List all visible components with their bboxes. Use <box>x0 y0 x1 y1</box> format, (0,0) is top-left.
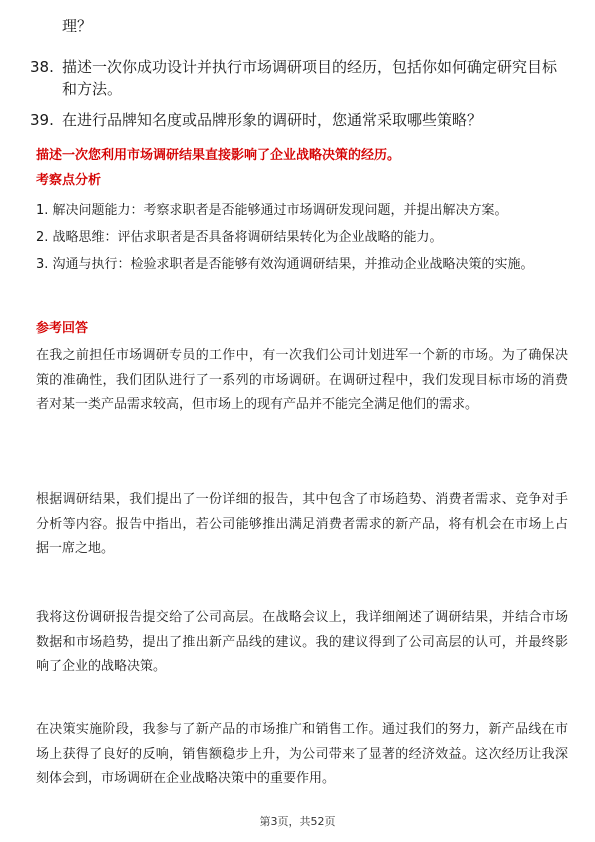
answer-heading: 参考回答 <box>36 321 89 336</box>
answer-paragraph: 根据调研结果，我们提出了一份详细的报告，其中包含了市场趋势、消费者需求、竞争对手分析等内容。报告中指出，若公司能够推出满足消费者需求的新产品，将有机会在市场上占据一席之地。 <box>36 492 568 556</box>
previous-question-continuation: 理？ <box>62 17 93 35</box>
question-text: 描述一次你成功设计并执行市场调研项目的经历，包括你如何确定研究目标和方法。 <box>62 58 558 98</box>
analysis-point: 2. 战略思维：评估求职者是否具备将调研结果转化为企业战略的能力。 <box>36 230 443 245</box>
page-footer: 第3页，共52页 <box>259 815 336 828</box>
question-number: 39. <box>30 111 54 129</box>
question-39 <box>30 109 570 131</box>
answer-paragraph: 在我之前担任市场调研专员的工作中，有一次我们公司计划进军一个新的市场。为了确保决策的准确性，我们团队进行了一系列的市场调研。在调研过程中，我们发现目标市场的消费者对某一类产品需求较高，但市场上的现有产品并不能完全满足他们的需求。 <box>36 348 568 412</box>
analysis-heading: 考察点分析 <box>36 173 102 188</box>
analysis-points <box>36 199 568 277</box>
question-number: 38. <box>30 58 54 76</box>
answer-paragraph: 在决策实施阶段，我参与了新产品的市场推广和销售工作。通过我们的努力，新产品线在市场上获得了良好的反响，销售额稳步上升，为公司带来了显著的经济效益。这次经历让我深刻体会到，市场调研在企业战略决策中的重要作用。 <box>36 722 568 786</box>
analysis-point: 3. 沟通与执行：检验求职者是否能够有效沟通调研结果，并推动企业战略决策的实施。 <box>36 257 534 272</box>
question-text: 在进行品牌知名度或品牌形象的调研时，您通常采取哪些策略？ <box>62 111 483 129</box>
question-38 <box>30 56 570 100</box>
answer-paragraph: 我将这份调研报告提交给了公司高层。在战略会议上，我详细阐述了调研结果，并结合市场数据和市场趋势，提出了推出新产品线的建议。我的建议得到了公司高层的认可，并最终影响了企业的战略决策。 <box>36 610 568 674</box>
focus-question: 描述一次您利用市场调研结果直接影响了企业战略决策的经历。 <box>36 148 401 163</box>
analysis-point: 1. 解决问题能力：考察求职者是否能够通过市场调研发现问题，并提出解决方案。 <box>36 203 508 218</box>
